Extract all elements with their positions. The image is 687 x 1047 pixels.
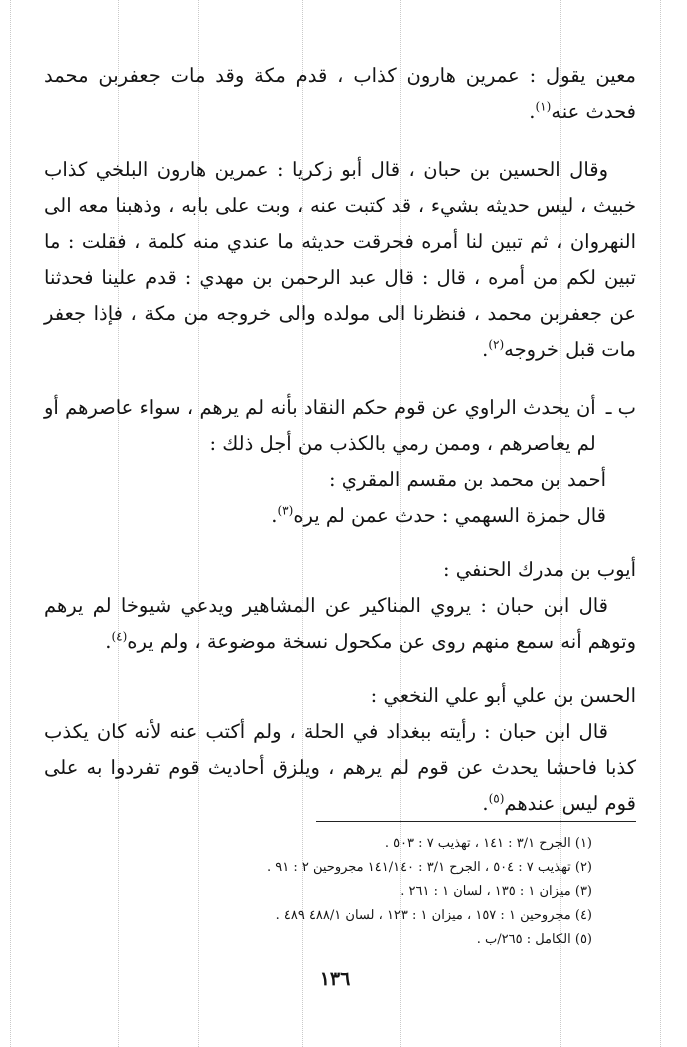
section-b (44, 390, 636, 462)
section-b-line-1: أحمد بن محمد بن مقسم المقري : (328, 468, 606, 491)
section-b-line-2: قال حمزة السهمي : حدث عمن لم يره$^{(٣)}$. (271, 503, 606, 527)
footnote-ref-2: (٢) (488, 337, 505, 352)
scan-guide-line (660, 0, 661, 1047)
footnote-ref-5: (٥) (488, 791, 505, 806)
footnote-1: (١) الجرح ٣/١ : ١٤١ ، تهذيب ٧ : ٥٠٣ . (384, 836, 592, 851)
paragraph-1-text: معين يقول : عمرين هارون كذاب ، قدم مكة وقد مات جعفربن محمد فحدث عنه (44, 64, 636, 123)
footnote-3: (٣) ميزان ١ : ١٣٥ ، لسان ١ : ٢٦١ . (400, 884, 592, 899)
paragraph-2-text: وقال الحسين بن حبان ، قال أبو زكريا : عمرين هارون البلخي كذاب خبيث ، ليس حديثه بشيء ، قد كتبت عنه ، وبت على بابه ، وذهبنا معه الى النهروان ، ثم تبين لنا أمره فحرقت حديثه ما عندي منه كلمة ، فقلت : ما تبين لكم من أمره ، قال : قال عبد الرحمن بن مهدي : قدم علينا فحدثنا عن جعفربن محمد ، فنظرنا الى مولده والى خروجه من مكة ، فإذا جعفر مات قبل خروجه (44, 158, 636, 361)
paragraph-1: معين يقول : عمرين هارون كذاب ، قدم مكة وقد مات جعفربن محمد فحدث عنه$^{(١)}$. (44, 64, 636, 123)
paragraph-4-text: قال ابن حبان : رأيته ببغداد في الحلة ، ولم أكتب عنه لأنه كان يكذب كذبا فاحشا يحدث عن قوم لم يرهم ، ويلزق أحاديث قوم تفردوا به على قوم ليس عندهم (44, 720, 636, 815)
page-number: ١٣٦ (319, 968, 351, 990)
footnote-4: (٤) مجروحين ١ : ١٥٧ ، ميزان ١ : ١٢٣ ، لسان ٤٨٨/١ ٤٨٩ . (275, 908, 592, 923)
narrator-heading-2: الحسن بن علي أبو علي النخعي : (370, 684, 636, 707)
footnote-ref-3: (٣) (277, 503, 294, 518)
document-body (44, 58, 636, 822)
paragraph-3: قال ابن حبان : يروي المناكير عن المشاهير ويدعي شيوخا لم يرهم وتوهم أنه سمع منهم روى عن مكحول نسخة موضوعة ، ولم يره$^{(٤)}$. (44, 594, 636, 653)
section-b-marker: ب ـ (605, 396, 636, 419)
paragraph-3-text: قال ابن حبان : يروي المناكير عن المشاهير ويدعي شيوخا لم يرهم وتوهم أنه سمع منهم روى عن مكحول نسخة موضوعة ، ولم يره (44, 594, 636, 653)
footnote-2: (٢) تهذيب ٧ : ٥٠٤ ، الجرح ٣/١ : ١٤١/١٤٠ مجروحين ٢ : ٩١ . (266, 860, 592, 875)
section-b-text: أن يحدث الراوي عن قوم حكم النقاد بأنه لم يرهم ، سواء عاصرهم أو لم يعاصرهم ، وممن رمي بالكذب من أجل ذلك : (44, 396, 596, 455)
footnote-5: (٥) الكامل : ٢٦٥/ب . (476, 932, 592, 947)
paragraph-2: وقال الحسين بن حبان ، قال أبو زكريا : عمرين هارون البلخي كذاب خبيث ، ليس حديثه بشيء ، قد كتبت عنه ، وبت على بابه ، وذهبنا معه الى النهروان ، ثم تبين لنا أمره فحرقت حديثه ما عندي منه كلمة ، فقلت : ما تبين لكم من أمره ، قال : قال عبد الرحمن بن مهدي : قدم علينا فحدثنا عن جعفربن محمد ، فنظرنا الى مولده والى خروجه من مكة ، فإذا جعفر مات قبل خروجه$^{(٢)}$. (44, 158, 636, 361)
scan-guide-line (10, 0, 11, 1047)
section-b-line-2-text: قال حمزة السهمي : حدث عمن لم يره (293, 504, 606, 527)
footnote-ref-4: (٤) (111, 629, 128, 644)
footnote-separator (316, 821, 636, 822)
narrator-heading-1: أيوب بن مدرك الحنفي : (442, 558, 636, 581)
footnotes (240, 832, 592, 952)
footnote-ref-1: (١) (535, 99, 552, 114)
paragraph-4: قال ابن حبان : رأيته ببغداد في الحلة ، ولم أكتب عنه لأنه كان يكذب كذبا فاحشا يحدث عن قوم لم يرهم ، ويلزق أحاديث قوم تفردوا به على قوم ليس عندهم$^{(٥)}$. (44, 720, 636, 815)
